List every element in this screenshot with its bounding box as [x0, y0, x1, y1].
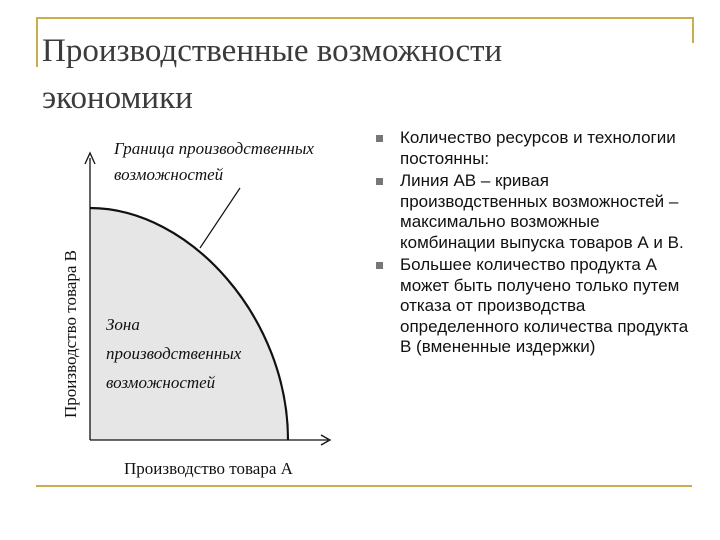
bullet-text: Большее количество продукта А может быть получено только путем отказа от производства определенного количества продукта В (вмененные издержки) [400, 255, 689, 356]
x-axis-label: Производство товара А [124, 459, 293, 478]
frontier-label-line2: возможностей [114, 165, 224, 184]
frontier-label-line1: Граница производственных [114, 139, 314, 158]
ppf-diagram [58, 128, 348, 488]
bullet-square-icon [376, 178, 383, 185]
frame-top-line [36, 17, 694, 19]
y-axis-label: Производство товара В [61, 250, 80, 418]
bullet-text: Количество ресурсов и технологии постоянны: [400, 128, 676, 168]
bullet-item [376, 171, 696, 253]
bullet-item [376, 128, 696, 169]
slide-title [42, 28, 502, 122]
frame-left-line [36, 17, 38, 67]
bullet-square-icon [376, 135, 383, 142]
frame-right-line [692, 17, 694, 43]
bullet-list [376, 128, 696, 360]
frontier-pointer-line [200, 188, 240, 248]
bullet-item [376, 255, 696, 358]
slide-title-line2: экономики [42, 80, 193, 116]
zone-label-line1: Зона [106, 315, 140, 334]
bullet-text: Линия АВ – кривая производственных возможностей – максимально возможные комбинации выпуска товаров А и В. [400, 171, 684, 252]
zone-label-line2: производственных [106, 344, 242, 363]
zone-label-line3: возможностей [106, 373, 216, 392]
bullet-square-icon [376, 262, 383, 269]
slide-title-line1: Производственные возможности [42, 33, 503, 69]
